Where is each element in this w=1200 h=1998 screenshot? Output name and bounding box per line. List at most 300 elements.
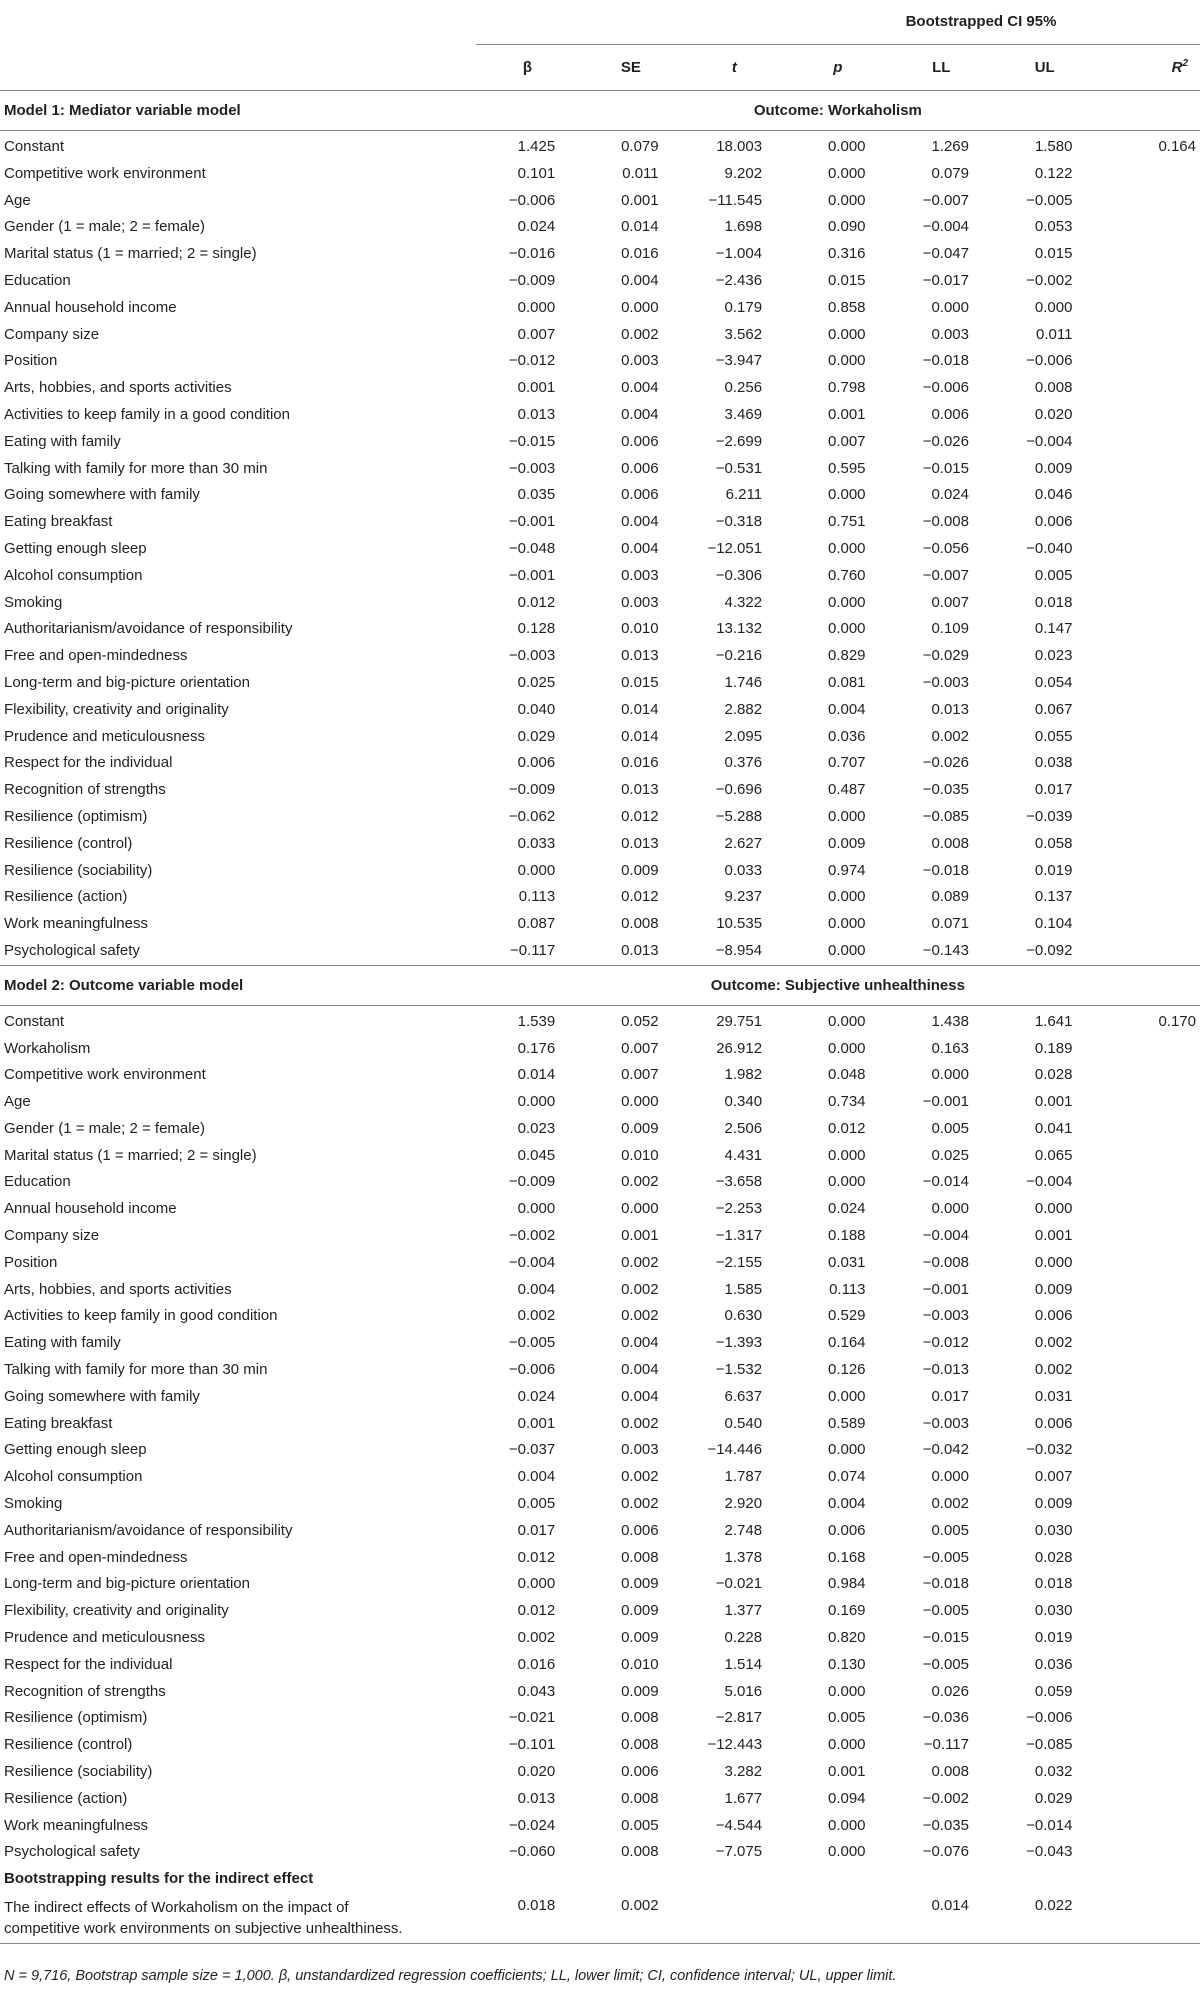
cell-ll: 0.002: [931, 727, 969, 745]
cell-beta: −0.004: [508, 1253, 556, 1271]
cell-t: 6.211: [725, 486, 763, 504]
table-row: [0, 858, 1200, 885]
cell-t: −2.155: [715, 1253, 763, 1271]
cell-r2: [1096, 375, 1200, 402]
cell-ll: −0.056: [922, 539, 969, 557]
cell-se: 0.011: [622, 164, 659, 182]
cell-ul: 0.017: [1034, 781, 1073, 799]
cell-ll: −0.085: [922, 807, 969, 825]
cell-se: 0.006: [621, 486, 659, 504]
row-label: Education: [4, 1173, 71, 1191]
cell-p: 0.024: [827, 1200, 866, 1218]
cell-t: 1.698: [724, 218, 763, 236]
cell-ll: −0.004: [922, 218, 969, 236]
col-header-ll: LL: [890, 45, 993, 91]
cell-r2: [1096, 1652, 1200, 1679]
cell-t: −1.317: [715, 1227, 763, 1245]
cell-p: 0.113: [829, 1280, 866, 1298]
cell-p: 0.000: [827, 1387, 866, 1405]
cell-p: 0.487: [827, 781, 866, 799]
table-row: [0, 697, 1200, 724]
cell-ll: −0.003: [922, 1414, 969, 1432]
cell-ul: −0.006: [1026, 352, 1073, 370]
cell-t: 1.377: [724, 1602, 763, 1620]
cell-beta: 0.012: [517, 1602, 556, 1620]
cell-p: 0.707: [827, 754, 866, 772]
table-row: [0, 1732, 1200, 1759]
cell-t: −12.051: [707, 539, 763, 557]
cell-p: 0.000: [827, 1039, 866, 1057]
cell-ll: 0.002: [931, 1495, 969, 1513]
cell-se: 0.010: [621, 1146, 659, 1164]
table-row: [0, 1009, 1200, 1036]
cell-p: 0.168: [827, 1548, 866, 1566]
cell-p: 0.164: [827, 1334, 866, 1352]
row-label: Long-term and big-picture orientation: [4, 1575, 250, 1593]
cell-se: 0.010: [621, 1655, 659, 1673]
cell-ll: −0.117: [923, 1736, 969, 1754]
indirect-cell-p: [786, 1893, 889, 1944]
cell-beta: −0.001: [508, 566, 556, 584]
table-row: [0, 161, 1200, 188]
row-label: Company size: [4, 325, 100, 343]
cell-p: 0.000: [827, 888, 866, 906]
row-label: Resilience (action): [4, 1789, 128, 1807]
table-row: [0, 375, 1200, 402]
cell-t: −1.004: [715, 245, 763, 263]
cell-ul: 0.189: [1034, 1039, 1073, 1057]
cell-beta: −0.009: [508, 271, 556, 289]
cell-t: −0.306: [715, 566, 763, 584]
cell-p: 0.974: [827, 861, 866, 879]
cell-t: −8.954: [715, 941, 763, 959]
cell-p: 0.000: [827, 539, 866, 557]
cell-se: 0.002: [621, 1280, 659, 1298]
cell-t: −1.393: [715, 1334, 763, 1352]
cell-se: 0.008: [621, 915, 659, 933]
col-header-r2: $R^2$: [1096, 45, 1200, 91]
cell-se: 0.006: [621, 1521, 659, 1539]
cell-beta: 0.001: [517, 379, 556, 397]
table-row: [0, 590, 1200, 617]
row-label: Getting enough sleep: [4, 539, 147, 557]
cell-r2: [1096, 777, 1200, 804]
table-row: [0, 563, 1200, 590]
row-label: Flexibility, creativity and originality: [4, 1602, 229, 1620]
cell-t: 2.748: [724, 1521, 763, 1539]
cell-p: 0.000: [827, 807, 866, 825]
cell-beta: 0.000: [517, 1093, 556, 1111]
table-row: [0, 724, 1200, 751]
table-row: [0, 214, 1200, 241]
header-spacer: [0, 0, 786, 45]
cell-p: 0.004: [827, 700, 866, 718]
cell-beta: 0.128: [517, 620, 556, 638]
cell-r2: [1096, 750, 1200, 777]
cell-beta: 0.101: [517, 164, 556, 182]
cell-ul: 0.019: [1034, 861, 1073, 879]
cell-p: 0.001: [827, 405, 866, 423]
cell-r2: [1096, 268, 1200, 295]
cell-r2: [1096, 911, 1200, 938]
cell-t: −14.446: [707, 1441, 763, 1459]
cell-t: 26.912: [716, 1039, 763, 1057]
row-label: Work meaningfulness: [4, 915, 148, 933]
cell-ul: 0.055: [1034, 727, 1073, 745]
cell-ul: 0.065: [1034, 1146, 1073, 1164]
cell-t: 4.322: [724, 593, 763, 611]
cell-ul: 0.015: [1034, 245, 1073, 263]
table-row: [0, 295, 1200, 322]
cell-r2: [1096, 1705, 1200, 1732]
cell-p: 0.000: [827, 941, 866, 959]
cell-ul: −0.004: [1026, 432, 1073, 450]
table-row: [0, 1759, 1200, 1786]
cell-ul: 0.031: [1034, 1387, 1073, 1405]
cell-ul: −0.006: [1026, 1709, 1073, 1727]
cell-se: 0.000: [621, 1093, 659, 1111]
cell-ll: −0.003: [922, 1307, 969, 1325]
cell-p: 0.081: [827, 673, 866, 691]
cell-se: 0.013: [621, 941, 659, 959]
cell-p: 0.007: [827, 432, 866, 450]
cell-r2: 0.164: [1158, 138, 1196, 155]
cell-ul: 0.009: [1034, 1280, 1073, 1298]
cell-ul: 0.036: [1034, 1655, 1073, 1673]
cell-ul: −0.043: [1026, 1843, 1073, 1861]
cell-r2: [1096, 1357, 1200, 1384]
cell-p: 0.000: [827, 593, 866, 611]
cell-beta: 1.539: [517, 1012, 556, 1030]
cell-t: 0.033: [724, 861, 763, 879]
cell-beta: −0.009: [508, 781, 556, 799]
table-row: [0, 1652, 1200, 1679]
cell-ul: 0.104: [1034, 915, 1073, 933]
cell-se: 0.002: [621, 1173, 659, 1191]
cell-p: 0.001: [827, 1763, 866, 1781]
table-row: [0, 1625, 1200, 1652]
table-row: [0, 1277, 1200, 1304]
cell-r2: [1096, 1303, 1200, 1330]
cell-t: −0.696: [715, 781, 763, 799]
cell-t: 1.585: [724, 1280, 763, 1298]
cell-t: 2.882: [724, 700, 763, 718]
cell-ul: 0.002: [1034, 1334, 1073, 1352]
table-row: [0, 1437, 1200, 1464]
cell-se: 0.007: [621, 1066, 659, 1084]
col-header-se: SE: [579, 45, 682, 91]
cell-p: 0.004: [827, 1495, 866, 1513]
cell-p: 0.984: [827, 1575, 866, 1593]
cell-t: 1.514: [724, 1655, 763, 1673]
cell-ll: 0.005: [931, 1119, 969, 1137]
cell-se: 0.015: [621, 673, 659, 691]
cell-beta: −0.037: [508, 1441, 556, 1459]
cell-p: 0.589: [827, 1414, 866, 1432]
cell-r2: [1096, 456, 1200, 483]
cell-beta: −0.060: [508, 1843, 556, 1861]
cell-r2: [1096, 1036, 1200, 1063]
cell-ul: 0.005: [1034, 566, 1073, 584]
cell-r2: [1096, 1116, 1200, 1143]
cell-beta: 0.004: [517, 1468, 556, 1486]
cell-r2: [1096, 214, 1200, 241]
cell-se: 0.006: [621, 459, 659, 477]
cell-t: −3.658: [715, 1173, 763, 1191]
cell-p: 0.000: [827, 1173, 866, 1191]
cell-se: 0.016: [621, 754, 659, 772]
cell-se: 0.002: [621, 1414, 659, 1432]
cell-ll: 0.071: [931, 915, 969, 933]
table-row: [0, 1303, 1200, 1330]
row-label: Age: [4, 191, 31, 209]
cell-r2: [1096, 1679, 1200, 1706]
cell-t: 5.016: [724, 1682, 763, 1700]
table-row: [0, 1062, 1200, 1089]
bootstrap-title-row: [0, 1866, 1200, 1893]
cell-p: 0.009: [827, 834, 866, 852]
cell-beta: −0.003: [508, 459, 556, 477]
cell-ll: −0.001: [922, 1280, 969, 1298]
row-label: Annual household income: [4, 1200, 177, 1218]
cell-r2: [1096, 858, 1200, 885]
cell-r2: [1096, 348, 1200, 375]
cell-t: −2.253: [715, 1200, 763, 1218]
cell-p: 0.048: [827, 1066, 866, 1084]
cell-t: 3.562: [724, 325, 763, 343]
indirect-effect-label: The indirect effects of Workaholism on the impact of competitive work environments on subjective unhealthiness.: [0, 1893, 476, 1944]
row-label: Free and open-mindedness: [4, 647, 188, 665]
cell-t: 1.746: [724, 673, 763, 691]
ci-group-header: Bootstrapped CI 95%: [905, 13, 1057, 30]
row-label: Talking with family for more than 30 min: [4, 1361, 268, 1379]
cell-r2: [1096, 1330, 1200, 1357]
cell-t: −0.021: [715, 1575, 763, 1593]
row-label: Resilience (optimism): [4, 807, 148, 825]
cell-se: 0.009: [621, 1682, 659, 1700]
indirect-cell-t: [683, 1893, 786, 1944]
cell-ll: −0.007: [922, 566, 969, 584]
cell-t: 2.095: [724, 727, 763, 745]
table-row: [0, 1196, 1200, 1223]
table-row: [0, 1411, 1200, 1438]
cell-ll: −0.015: [922, 459, 969, 477]
cell-beta: 0.005: [517, 1495, 556, 1513]
table-row: [0, 1143, 1200, 1170]
table-row: [0, 884, 1200, 911]
cell-t: 2.506: [724, 1119, 763, 1137]
cell-se: 0.003: [621, 593, 659, 611]
table-row: [0, 241, 1200, 268]
cell-r2: [1096, 1491, 1200, 1518]
cell-t: 2.627: [724, 834, 763, 852]
table-row: [0, 1036, 1200, 1063]
table-row: [0, 1545, 1200, 1572]
cell-r2: [1096, 1411, 1200, 1438]
cell-se: 0.007: [621, 1039, 659, 1057]
cell-ll: −0.014: [922, 1173, 969, 1191]
cell-p: 0.000: [827, 486, 866, 504]
cell-se: 0.002: [621, 325, 659, 343]
row-label: Free and open-mindedness: [4, 1548, 188, 1566]
cell-se: 0.014: [621, 700, 659, 718]
row-label: Recognition of strengths: [4, 781, 166, 799]
cell-r2: [1096, 724, 1200, 751]
cell-ll: 0.000: [931, 298, 969, 316]
table-row: [0, 804, 1200, 831]
row-label: Work meaningfulness: [4, 1816, 148, 1834]
table-row: [0, 616, 1200, 643]
cell-r2: [1096, 1813, 1200, 1840]
cell-t: −0.216: [715, 647, 763, 665]
cell-ul: 0.054: [1034, 673, 1073, 691]
cell-beta: −0.003: [508, 647, 556, 665]
col-header-t: t: [683, 45, 786, 91]
cell-p: 0.000: [827, 1736, 866, 1754]
cell-beta: 0.007: [517, 325, 556, 343]
cell-ll: −0.143: [922, 941, 969, 959]
cell-p: 0.829: [827, 647, 866, 665]
model1-outcome: Outcome: Workaholism: [476, 91, 1200, 131]
cell-se: 0.004: [621, 1361, 659, 1379]
cell-beta: 1.425: [517, 138, 556, 155]
row-label: Position: [4, 1253, 58, 1271]
cell-beta: −0.048: [508, 539, 556, 557]
table-row: [0, 482, 1200, 509]
cell-ll: 1.438: [931, 1012, 969, 1030]
table-row: [0, 1223, 1200, 1250]
cell-ll: −0.035: [922, 1816, 969, 1834]
cell-beta: −0.002: [508, 1227, 556, 1245]
cell-r2: [1096, 884, 1200, 911]
cell-p: 0.820: [827, 1629, 866, 1647]
cell-ul: 0.038: [1034, 754, 1073, 772]
cell-se: 0.009: [621, 1119, 659, 1137]
cell-beta: 0.087: [517, 915, 556, 933]
cell-ul: 0.059: [1034, 1682, 1073, 1700]
cell-ul: 0.122: [1034, 164, 1073, 182]
table-row: [0, 429, 1200, 456]
cell-ll: −0.018: [922, 352, 969, 370]
cell-se: 0.004: [621, 1387, 659, 1405]
cell-se: 0.010: [621, 620, 659, 638]
table-row: [0, 536, 1200, 563]
cell-r2: [1096, 1732, 1200, 1759]
cell-r2: [1096, 188, 1200, 215]
cell-se: 0.001: [621, 1227, 659, 1245]
cell-ul: 0.006: [1034, 1307, 1073, 1325]
row-label: Resilience (action): [4, 888, 128, 906]
row-label: Education: [4, 271, 71, 289]
cell-ul: 1.641: [1034, 1012, 1073, 1030]
cell-beta: 0.000: [517, 1575, 556, 1593]
cell-ll: −0.036: [922, 1709, 969, 1727]
cell-r2: [1096, 1223, 1200, 1250]
row-label: Authoritarianism/avoidance of responsibility: [4, 620, 293, 638]
row-label: Constant: [4, 1012, 65, 1030]
cell-t: 3.469: [724, 405, 763, 423]
cell-beta: 0.000: [517, 861, 556, 879]
cell-p: 0.090: [827, 218, 866, 236]
cell-ll: −0.026: [922, 754, 969, 772]
row-label: Alcohol consumption: [4, 566, 143, 584]
cell-se: 0.001: [621, 191, 659, 209]
cell-p: 0.036: [827, 727, 866, 745]
cell-p: 0.529: [827, 1307, 866, 1325]
cell-r2: [1096, 536, 1200, 563]
cell-ll: −0.005: [922, 1548, 969, 1566]
cell-se: 0.002: [621, 1495, 659, 1513]
cell-ll: −0.006: [922, 379, 969, 397]
table-row: [0, 1813, 1200, 1840]
cell-t: 4.431: [724, 1146, 763, 1164]
cell-ul: 0.008: [1034, 379, 1073, 397]
cell-p: 0.006: [827, 1521, 866, 1539]
cell-beta: 0.013: [517, 405, 556, 423]
cell-se: 0.014: [621, 218, 659, 236]
cell-ul: −0.004: [1026, 1173, 1073, 1191]
cell-ll: 0.006: [931, 405, 969, 423]
cell-r2: 0.170: [1158, 1012, 1196, 1030]
cell-ul: 0.018: [1034, 1575, 1073, 1593]
cell-r2: [1096, 1545, 1200, 1572]
cell-beta: 0.013: [517, 1789, 556, 1807]
cell-ll: 0.024: [931, 486, 969, 504]
cell-ll: 0.005: [931, 1521, 969, 1539]
cell-beta: 0.012: [517, 1548, 556, 1566]
cell-se: 0.009: [621, 1629, 659, 1647]
cell-r2: [1096, 1143, 1200, 1170]
cell-r2: [1096, 1384, 1200, 1411]
cell-ll: 0.109: [931, 620, 969, 638]
cell-se: 0.004: [621, 1334, 659, 1352]
cell-p: 0.000: [827, 620, 866, 638]
cell-se: 0.006: [621, 432, 659, 450]
cell-ul: 0.009: [1034, 459, 1073, 477]
cell-ll: 0.000: [931, 1066, 969, 1084]
cell-ll: 0.008: [931, 1763, 969, 1781]
cell-ll: 0.089: [931, 888, 969, 906]
cell-r2: [1096, 295, 1200, 322]
cell-beta: −0.005: [508, 1334, 556, 1352]
cell-se: 0.016: [621, 245, 659, 263]
cell-ul: 0.028: [1034, 1066, 1073, 1084]
cell-ll: −0.047: [922, 245, 969, 263]
cell-ll: −0.035: [922, 781, 969, 799]
cell-t: −12.443: [707, 1736, 763, 1754]
cell-beta: −0.009: [508, 1173, 556, 1191]
cell-se: 0.009: [621, 861, 659, 879]
table-row: [0, 831, 1200, 858]
cell-ll: −0.007: [922, 191, 969, 209]
row-label: Company size: [4, 1227, 100, 1245]
cell-beta: −0.006: [508, 191, 556, 209]
table-row: [0, 268, 1200, 295]
cell-t: 1.677: [724, 1789, 763, 1807]
cell-r2: [1096, 616, 1200, 643]
row-label: Workaholism: [4, 1039, 91, 1057]
row-label: Marital status (1 = married; 2 = single): [4, 245, 257, 263]
table-row: [0, 1169, 1200, 1196]
cell-se: 0.004: [621, 379, 659, 397]
cell-ul: 0.028: [1034, 1548, 1073, 1566]
bootstrap-title: Bootstrapping results for the indirect effect: [4, 1870, 314, 1888]
table-row: [0, 1384, 1200, 1411]
cell-ll: −0.008: [922, 513, 969, 531]
cell-ul: 0.032: [1034, 1763, 1073, 1781]
cell-p: 0.316: [827, 245, 866, 263]
cell-t: 18.003: [716, 138, 763, 155]
